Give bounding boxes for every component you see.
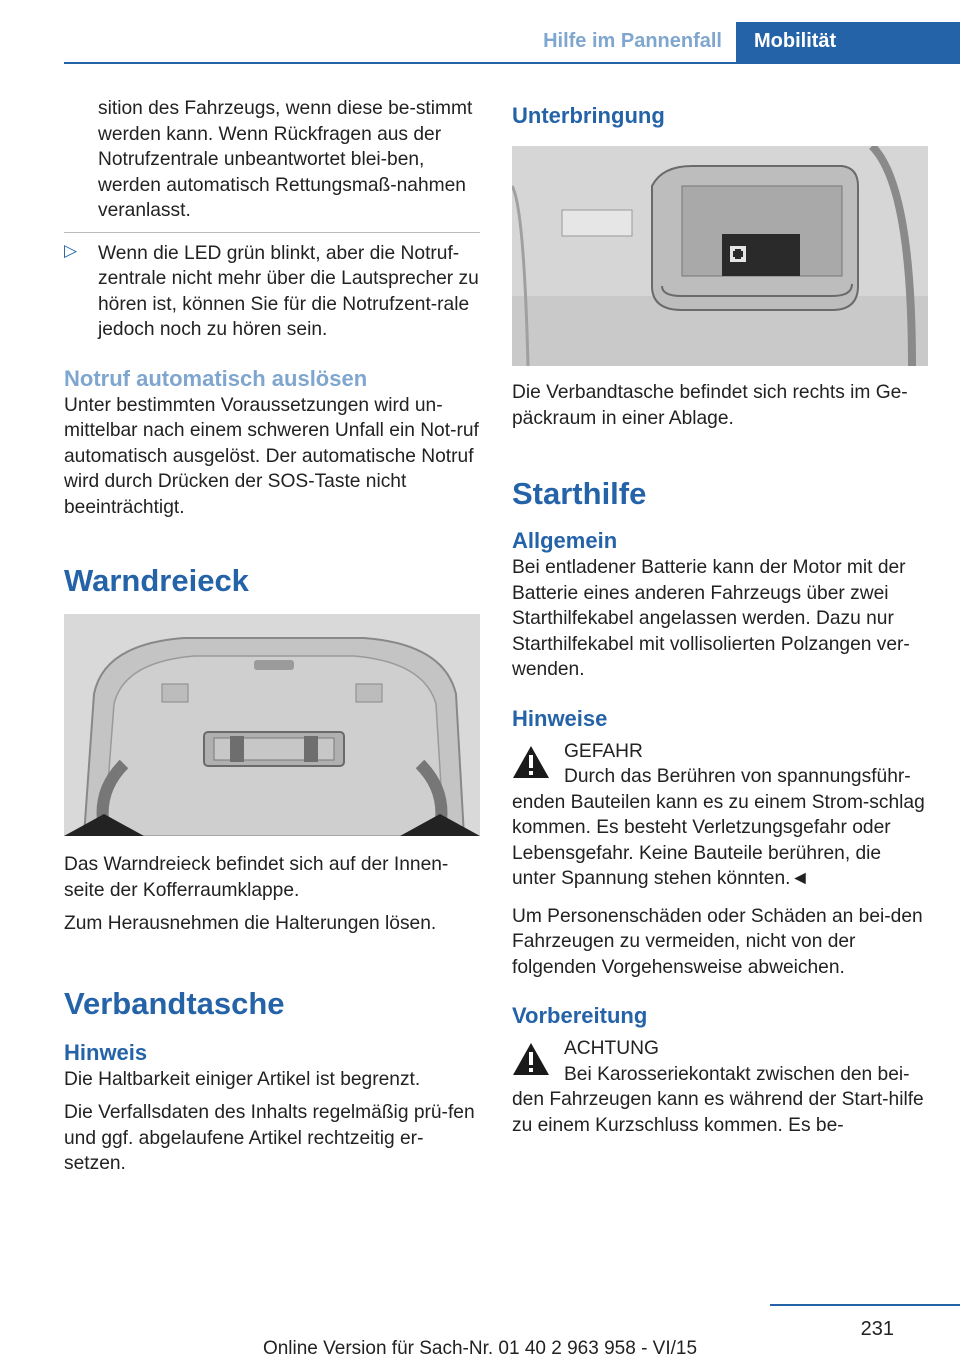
gefahr-text-1: Durch das Berühren von spannungsführ- [564, 766, 911, 787]
warndreieck-text: Zum Herausnehmen die Halterungen lösen. [64, 913, 437, 934]
gefahr-label: GEFAHR [564, 740, 643, 762]
left-column [64, 96, 480, 1177]
heading-starthilfe: Starthilfe [512, 476, 647, 511]
luggage-compartment-illustration [512, 146, 928, 366]
header-chapter-tab: Mobilität [736, 22, 960, 64]
warndreieck-caption: Das Warndreieck befindet sich auf der Innen-seite der Kofferraumklappe. [64, 854, 449, 901]
bullet-text: Wenn die LED grün blinkt, aber die Notruf-zentrale nicht mehr über die Lautsprecher zu hören ist, können Sie für die Notrufzent-rale jedoch noch zu hören sein. [98, 242, 479, 340]
hinweis-text-1: Die Haltbarkeit einiger Artikel ist begrenzt. [64, 1068, 421, 1090]
warning-triangle-icon [512, 1042, 550, 1076]
heading-vorbereitung: Vorbereitung [512, 1003, 648, 1028]
right-column [512, 96, 930, 1138]
footer-version-text: Online Version für Sach-Nr. 01 40 2 963 958 - VI/15 [262, 1338, 698, 1359]
unterbringung-caption: Die Verbandtasche befindet sich rechts im Ge-päckraum in einer Ablage. [512, 382, 908, 429]
achtung-text-2: den Fahrzeugen kann es während der Start-hilfe zu einem Kurzschluss kommen. Es be- [512, 1089, 924, 1136]
triangle-bullet-icon: ▷ [64, 240, 78, 260]
heading-unterbringung: Unterbringung [512, 103, 665, 128]
heading-hinweise: Hinweise [512, 705, 608, 731]
heading-warndreieck: Warndreieck [64, 563, 249, 598]
heading-notruf: Notruf automatisch auslösen [64, 365, 368, 391]
warning-gefahr [512, 739, 930, 892]
achtung-text-1: Bei Karosseriekontakt zwischen den bei- [564, 1063, 910, 1085]
heading-verbandtasche: Verbandtasche [64, 985, 285, 1021]
allgemein-text: Bei entladener Batterie kann der Motor mit der Batterie eines anderen Fahrzeugs über zwei Starthilfekabel angelassen werden. Dazu nur Starthilfekabel mit vollisolierten Polzangen ver-wenden. [512, 557, 910, 680]
header-rule [64, 62, 960, 64]
notruf-text: Unter bestimmten Voraussetzungen wird un-mittelbar nach einem schweren Unfall ein Not-ruf automatisch ausgelöst. Der automatische Notruf wird durch Drücken der SOS-Taste nicht beeinträchtigt. [64, 394, 479, 518]
bullet-item [64, 232, 480, 343]
trunk-lid-illustration [64, 614, 480, 836]
verbandtasche-photo [512, 146, 928, 366]
header-section-title: Hilfe im Pannenfall [543, 30, 722, 52]
gefahr-text-2: enden Bauteilen kann es zu einem Strom-schlag kommen. Es besteht Verletzungsgefahr oder Lebensgefahr. Keine Bauteile berühren, die unter Spannung stehen könnten.◄ [512, 791, 925, 889]
page-number: 231 [860, 1318, 894, 1340]
heading-allgemein: Allgemein [512, 528, 618, 553]
achtung-label: ACHTUNG [564, 1038, 659, 1059]
heading-hinweis: Hinweis [64, 1039, 148, 1065]
warndreieck-photo [64, 614, 480, 836]
warning-achtung [512, 1036, 930, 1138]
hinweis-text-2: Die Verfallsdaten des Inhalts regelmäßig prü-fen und ggf. abgelaufene Artikel rechtzeitig er-setzen. [64, 1102, 475, 1174]
footer-rule [770, 1304, 960, 1306]
continued-paragraph: sition des Fahrzeugs, wenn diese be-stimmt werden kann. Wenn Rückfragen aus der Notrufzentrale unbeantwortet blei-ben, werden automatisch Rettungsmaß-nahmen veranlasst. [98, 98, 473, 221]
personen-text: Um Personenschäden oder Schäden an bei-den Fahrzeugen zu vermeiden, nicht von der folgenden Vorgehensweise abweichen. [512, 905, 923, 978]
warning-triangle-icon [512, 745, 550, 779]
